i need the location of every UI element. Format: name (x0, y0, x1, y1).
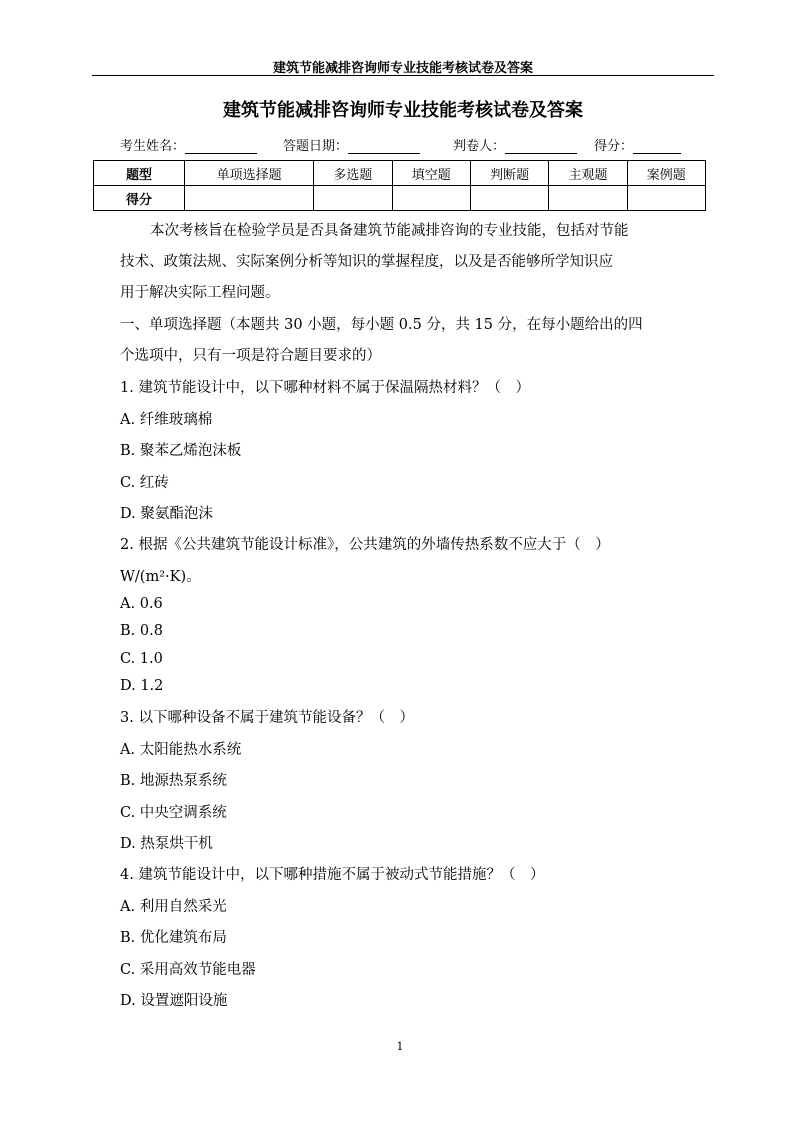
table-cell-empty (627, 186, 705, 211)
score-label: 得分： (594, 139, 634, 154)
table-cell-multi-choice: 多选题 (314, 161, 392, 186)
option-d: D. 聚氨酯泡沫 (120, 506, 213, 522)
table-cell-empty (314, 186, 392, 211)
table-cell-score-label: 得分 (94, 186, 185, 211)
option-c: C. 红砖 (120, 475, 169, 491)
option-b: B. 地源热泵系统 (120, 773, 227, 789)
table-cell-subjective: 主观题 (549, 161, 627, 186)
option-c: C. 中央空调系统 (120, 805, 227, 821)
name-label: 考生姓名： (120, 139, 186, 154)
table-cell-fill-blank: 填空题 (392, 161, 470, 186)
table-cell-empty (549, 186, 627, 211)
option-d: D. 热泵烘干机 (120, 836, 213, 852)
question-stem: 3. 以下哪种设备不属于建筑节能设备？（ ） (120, 710, 414, 726)
question-stem: 1. 建筑节能设计中，以下哪种材料不属于保温隔热材料？（ ） (120, 380, 530, 396)
date-label: 答题日期： (283, 139, 349, 154)
header-rule (92, 75, 714, 76)
score-table-header-row (94, 161, 706, 186)
intro-line: 技术、政策法规、实际案例分析等知识的掌握程度，以及是否能够所学知识应 (120, 254, 613, 270)
option-b: B. 0.8 (120, 623, 163, 639)
option-b: B. 聚苯乙烯泡沫板 (120, 443, 242, 459)
intro-line: 用于解决实际工程问题。 (120, 285, 280, 301)
option-d: D. 1.2 (120, 678, 164, 694)
section-heading: 个选项中，只有一项是符合题目要求的） (120, 348, 381, 364)
name-field (120, 135, 257, 154)
table-cell-single-choice: 单项选择题 (185, 161, 314, 186)
table-cell-type: 题型 (94, 161, 185, 186)
page-number: 1 (396, 1040, 404, 1053)
option-a: A. 纤维玻璃棉 (120, 412, 213, 428)
table-cell-case: 案例题 (627, 161, 705, 186)
score-table (93, 160, 706, 211)
date-field (283, 135, 420, 154)
option-a: A. 太阳能热水系统 (120, 742, 242, 758)
option-c: C. 采用高效节能电器 (120, 962, 256, 978)
running-header: 建筑节能减排咨询师专业技能考核试卷及答案 (272, 61, 533, 76)
score-field (594, 135, 681, 154)
intro-line: 本次考核旨在检验学员是否具备建筑节能减排咨询的专业技能，包括对节能 (150, 223, 629, 239)
option-a: A. 0.6 (120, 596, 163, 612)
question-stem-continued: W/(m²·K)。 (120, 569, 201, 585)
option-d: D. 设置遮阳设施 (120, 993, 228, 1009)
section-heading: 一、单项选择题（本题共 30 小题，每小题 0.5 分，共 15 分，在每小题给出的四 (120, 317, 643, 333)
question-stem: 4. 建筑节能设计中，以下哪种措施不属于被动式节能措施？（ ） (120, 867, 545, 883)
table-cell-empty (392, 186, 470, 211)
name-blank (185, 141, 257, 154)
score-table-score-row (94, 186, 706, 211)
table-cell-true-false: 判断题 (470, 161, 548, 186)
table-cell-empty (185, 186, 314, 211)
option-a: A. 利用自然采光 (120, 899, 227, 915)
grader-field (453, 135, 577, 154)
table-cell-empty (470, 186, 548, 211)
document-title: 建筑节能减排咨询师专业技能考核试卷及答案 (223, 100, 583, 121)
option-b: B. 优化建筑布局 (120, 930, 227, 946)
option-c: C. 1.0 (120, 651, 163, 667)
date-blank (348, 141, 420, 154)
score-blank (633, 141, 681, 154)
grader-label: 判卷人： (453, 139, 506, 154)
question-stem: 2. 根据《公共建筑节能设计标准》，公共建筑的外墙传热系数不应大于（ ） (120, 537, 610, 553)
grader-blank (505, 141, 577, 154)
